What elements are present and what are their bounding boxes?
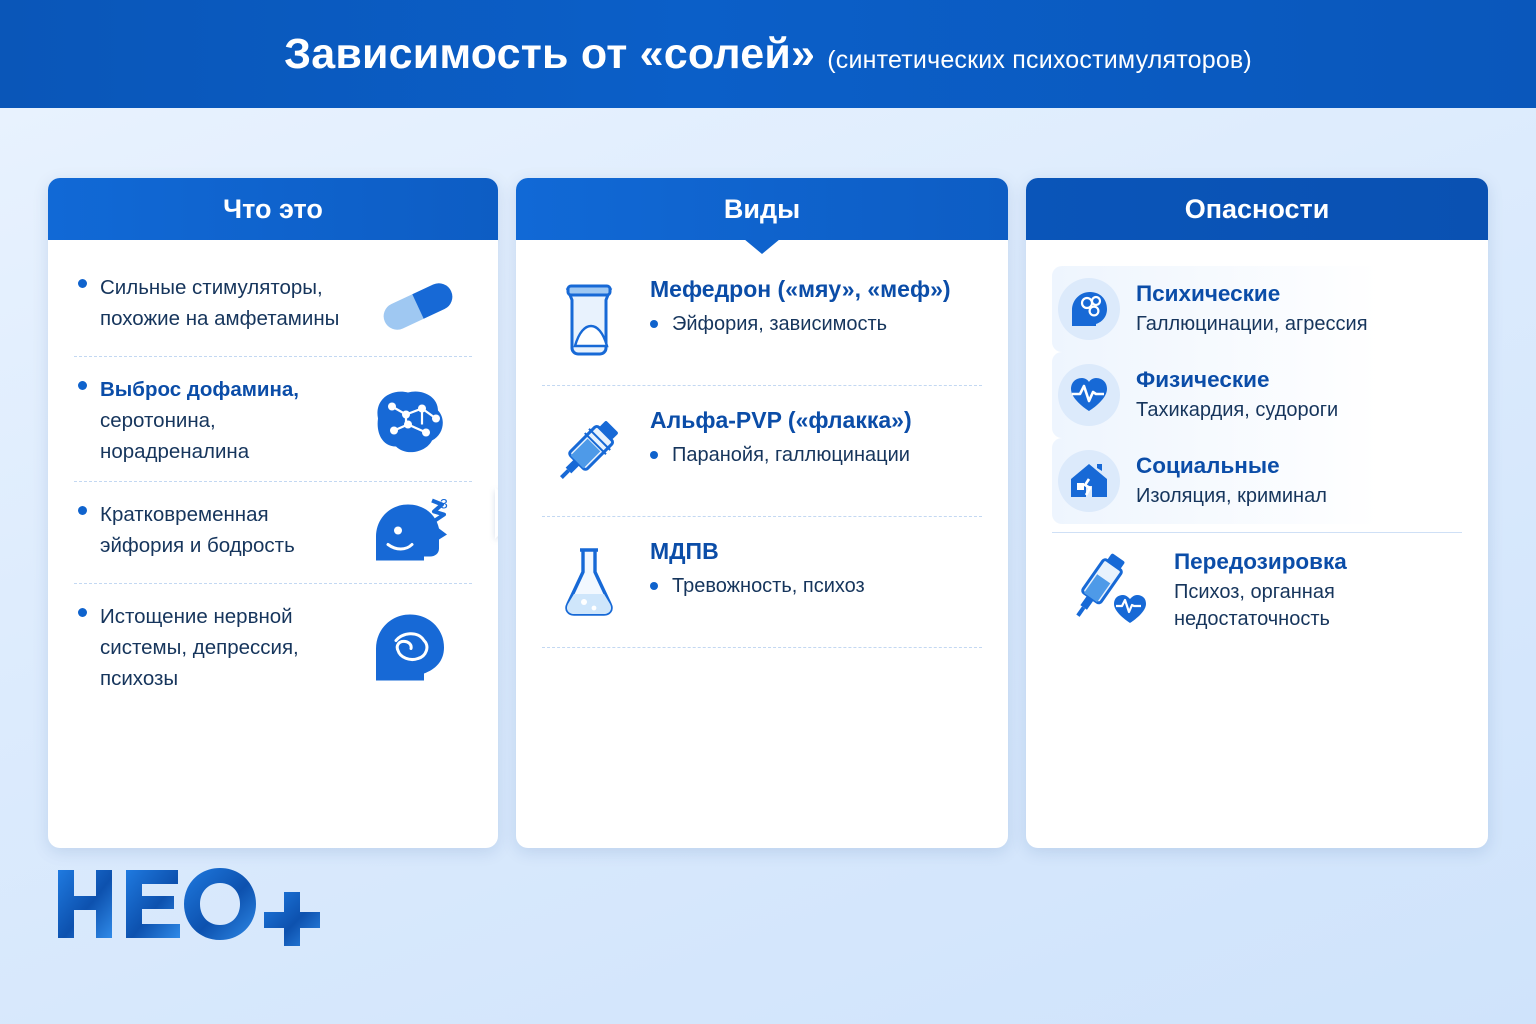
powder-bag-icon: [546, 276, 632, 367]
pill-icon: [366, 276, 470, 343]
column-types-body: [516, 240, 1008, 848]
danger-desc: Галлюцинации, агрессия: [1136, 312, 1368, 335]
item-line-2: серотонина, норадреналина: [100, 409, 250, 463]
item-line-1: Выброс дофамина,: [100, 378, 299, 401]
item-line-2: эйфория и бодрость: [100, 534, 295, 557]
item-line-2: похожие на амфетамины: [100, 307, 340, 330]
column-what-body: [48, 240, 498, 848]
danger-title: Физические: [1136, 366, 1270, 392]
syringe-icon: [546, 407, 632, 498]
column-what-heading: Что это: [48, 178, 498, 240]
list-item: [1052, 266, 1462, 352]
divider: [74, 481, 472, 483]
bullet-dot: [650, 320, 658, 328]
bullet-dot: [78, 279, 87, 288]
page-header: [0, 0, 1536, 108]
list-item: [74, 266, 472, 352]
list-item: [74, 493, 472, 579]
list-item: [542, 397, 982, 512]
head-brain-icon: [360, 604, 470, 695]
column-types: [516, 178, 1008, 848]
bullet-dot: [78, 381, 87, 390]
type-text: [650, 538, 865, 599]
list-item: [542, 528, 982, 643]
type-effect: [650, 573, 865, 599]
heart-pulse-icon: [1058, 364, 1120, 426]
overdose-line-2: недостаточность: [1174, 607, 1330, 630]
list-item: [542, 266, 982, 381]
flow-arrow-1: [495, 487, 498, 539]
divider: [542, 516, 982, 518]
list-item: [1052, 352, 1462, 438]
overdose-text: [1174, 549, 1347, 633]
syringe-heart-icon: [1052, 545, 1160, 636]
broken-house-icon: [1058, 450, 1120, 512]
brain-network-icon: [352, 380, 470, 465]
type-name: МДПВ: [650, 538, 719, 564]
bullet-dot: [78, 608, 87, 617]
list-item: [74, 595, 472, 704]
head-psyche-icon: [1058, 278, 1120, 340]
divider: [542, 647, 982, 649]
bullet-dot: [78, 506, 87, 515]
column-dangers-heading: Опасности: [1026, 178, 1488, 240]
logo: [52, 862, 352, 946]
danger-text: [1136, 453, 1327, 510]
column-dangers-body: [1026, 240, 1488, 848]
divider: [74, 356, 472, 358]
danger-text: [1136, 281, 1368, 338]
type-effect-text: Тревожность, психоз: [672, 575, 865, 597]
item-line-1: Истощение нервной: [100, 605, 293, 628]
type-effect-text: Эйфория, зависимость: [672, 313, 888, 335]
type-effect: [650, 311, 951, 337]
type-effect-text: Паранойя, галлюцинации: [672, 444, 910, 466]
column-types-heading: Виды: [516, 178, 1008, 240]
svg-text:3: 3: [440, 495, 448, 512]
page-title-main: Зависимость от «солей»: [284, 29, 816, 78]
danger-desc: Изоляция, криминал: [1136, 484, 1327, 507]
bullet-dot: [650, 451, 658, 459]
item-line-1: Сильные стимуляторы,: [100, 276, 323, 299]
danger-title: Социальные: [1136, 452, 1280, 478]
column-dangers: [1026, 178, 1488, 848]
flask-icon: [546, 538, 632, 629]
type-name: Альфа-PVP («флакка»): [650, 407, 912, 433]
overdose-line-1: Психоз, органная: [1174, 580, 1335, 603]
divider: [74, 583, 472, 585]
danger-title: Психические: [1136, 280, 1281, 306]
item-line-2: системы, депрессия, психозы: [100, 636, 299, 690]
danger-text: [1136, 367, 1338, 424]
infographic-board: [48, 178, 1488, 848]
page-title: [284, 30, 1252, 79]
item-line-1: Кратковременная: [100, 503, 269, 526]
type-name: Мефедрон («мяу», «меф»): [650, 276, 951, 302]
overdose-block: [1052, 532, 1462, 636]
divider: [542, 385, 982, 387]
danger-desc: Тахикардия, судороги: [1136, 398, 1339, 421]
column-what-is-it: [48, 178, 498, 848]
bullet-dot: [650, 582, 658, 590]
list-item: [1052, 438, 1462, 524]
page-title-sub: (синтетических психостимуляторов): [827, 45, 1252, 74]
type-text: [650, 276, 951, 337]
type-effect: [650, 442, 912, 468]
overdose-title: Передозировка: [1174, 548, 1347, 574]
type-text: [650, 407, 912, 468]
list-item: [74, 368, 472, 477]
head-energy-icon: [358, 491, 470, 582]
